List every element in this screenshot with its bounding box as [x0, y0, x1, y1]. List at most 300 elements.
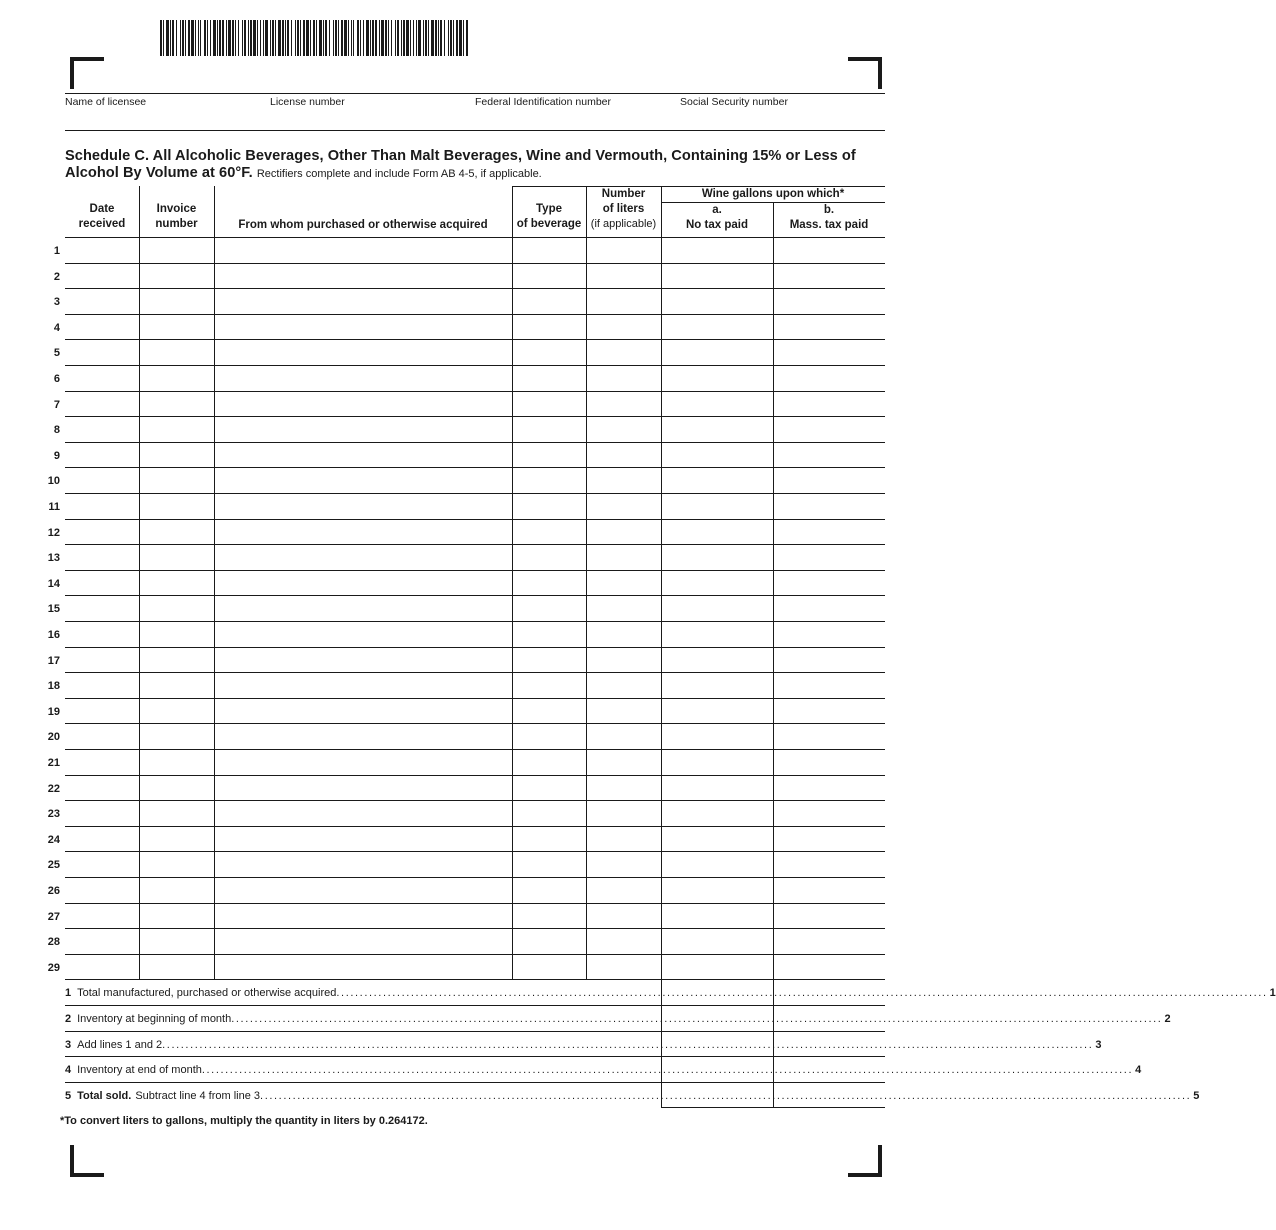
cell-type-row-13[interactable] — [513, 545, 586, 570]
cell-invoice-row-8[interactable] — [140, 417, 214, 442]
cell-type-row-17[interactable] — [513, 648, 586, 673]
cell-type-row-1[interactable] — [513, 238, 586, 263]
cell-type-row-15[interactable] — [513, 596, 586, 621]
cell-mass-tax-row-23[interactable] — [774, 801, 885, 826]
row-number: 8 — [53, 424, 60, 437]
header-bottom-rule — [65, 130, 885, 131]
barcode-bar — [466, 20, 468, 56]
col-header-date-line2: received — [78, 218, 126, 230]
schedule-title-text: Schedule C. All Alcoholic Beverages, Other Than Malt Beverages, Wine and Vermouth, Containing 15% or Less of Alcohol By Volume at 60°F. — [65, 148, 856, 181]
row-number: 13 — [47, 552, 60, 565]
schedule-subtitle: Rectifiers complete and include Form AB 4-5, if applicable. — [256, 168, 542, 180]
cell-liters-row-2[interactable] — [587, 264, 661, 289]
cell-from-row-18[interactable] — [215, 673, 512, 698]
cell-date-row-6[interactable] — [66, 366, 139, 391]
cell-from-row-29[interactable] — [215, 955, 512, 980]
cell-liters-row-22[interactable] — [587, 776, 661, 801]
row-number: 24 — [47, 833, 60, 846]
cell-mass-tax-row-24[interactable] — [774, 827, 885, 852]
schedule-title — [65, 148, 895, 183]
cell-no-tax-row-16[interactable] — [662, 622, 773, 647]
col-header-from: From whom purchased or otherwise acquired — [238, 219, 488, 231]
cell-from-row-26[interactable] — [215, 878, 512, 903]
cell-invoice-row-29[interactable] — [140, 955, 214, 980]
cell-no-tax-row-23[interactable] — [662, 801, 773, 826]
col-header-date — [65, 202, 139, 232]
cell-invoice-row-18[interactable] — [140, 673, 214, 698]
summary-line-number: 2 — [65, 1013, 72, 1025]
cell-liters-row-25[interactable] — [587, 852, 661, 877]
cell-no-tax-row-25[interactable] — [662, 852, 773, 877]
cell-no-tax-row-27[interactable] — [662, 904, 773, 929]
cell-date-row-21[interactable] — [66, 750, 139, 775]
cell-liters-row-29[interactable] — [587, 955, 661, 980]
cell-mass-tax-row-3[interactable] — [774, 289, 885, 314]
cell-invoice-row-28[interactable] — [140, 929, 214, 954]
name-of-licensee-label: Name of licensee — [65, 96, 147, 108]
cell-no-tax-row-18[interactable] — [662, 673, 773, 698]
row-number: 21 — [47, 757, 60, 769]
cell-liters-row-15[interactable] — [587, 596, 661, 621]
cell-mass-tax-row-19[interactable] — [774, 699, 885, 724]
summary-line-3 — [65, 1038, 1102, 1051]
leader-dots: ........................................................................................................................................................................................................ — [162, 1038, 1094, 1051]
cell-no-tax-row-13[interactable] — [662, 545, 773, 570]
cell-date-row-18[interactable] — [66, 673, 139, 698]
cell-date-row-4[interactable] — [66, 315, 139, 340]
col-header-b-line1: b. — [823, 204, 835, 216]
cell-from-row-9[interactable] — [215, 443, 512, 468]
cell-date-row-12[interactable] — [66, 520, 139, 545]
row-number: 28 — [47, 936, 60, 949]
cell-no-tax-row-2[interactable] — [662, 264, 773, 289]
cell-mass-tax-row-28[interactable] — [774, 929, 885, 954]
cell-liters-row-4[interactable] — [587, 315, 661, 340]
row-number: 18 — [47, 680, 60, 693]
summary-line-end-number: 1 — [1269, 987, 1276, 1000]
footnote: *To convert liters to gallons, multiply the quantity in liters by 0.264172. — [60, 1115, 428, 1127]
cell-mass-tax-row-9[interactable] — [774, 443, 885, 468]
cell-type-row-29[interactable] — [513, 955, 586, 980]
cell-invoice-row-5[interactable] — [140, 340, 214, 365]
header-rule-top — [512, 186, 885, 187]
cell-liters-row-10[interactable] — [587, 468, 661, 493]
cell-mass-tax-row-5[interactable] — [774, 340, 885, 365]
cell-date-row-15[interactable] — [66, 596, 139, 621]
cell-liters-row-19[interactable] — [587, 699, 661, 724]
cell-type-row-26[interactable] — [513, 878, 586, 903]
cell-liters-row-12[interactable] — [587, 520, 661, 545]
cell-invoice-row-2[interactable] — [140, 264, 214, 289]
cell-date-row-1[interactable] — [66, 238, 139, 263]
summary-line-label: Total manufactured, purchased or otherwise acquired — [77, 987, 337, 1000]
cell-no-tax-row-12[interactable] — [662, 520, 773, 545]
cell-date-row-19[interactable] — [66, 699, 139, 724]
cell-invoice-row-19[interactable] — [140, 699, 214, 724]
cell-from-row-3[interactable] — [215, 289, 512, 314]
cell-mass-tax-row-4[interactable] — [774, 315, 885, 340]
cell-from-row-19[interactable] — [215, 699, 512, 724]
cell-liters-row-1[interactable] — [587, 238, 661, 263]
col-header-invoice-line1: Invoice — [156, 203, 197, 215]
cell-mass-tax-row-18[interactable] — [774, 673, 885, 698]
row-number: 11 — [48, 501, 60, 513]
summary-cell-no-tax-line-2[interactable] — [662, 1006, 772, 1031]
cell-type-row-27[interactable] — [513, 904, 586, 929]
cell-type-row-19[interactable] — [513, 699, 586, 724]
cell-from-row-17[interactable] — [215, 648, 512, 673]
col-header-liters-line2: of liters — [602, 203, 645, 215]
cell-mass-tax-row-20[interactable] — [774, 724, 885, 749]
cell-from-row-14[interactable] — [215, 571, 512, 596]
cell-date-row-14[interactable] — [66, 571, 139, 596]
col-header-type — [512, 202, 586, 232]
cell-type-row-14[interactable] — [513, 571, 586, 596]
leader-dots: ........................................................................................................................................................................................................ — [260, 1089, 1192, 1102]
cell-type-row-7[interactable] — [513, 392, 586, 417]
row-number: 2 — [53, 270, 60, 283]
cell-liters-row-16[interactable] — [587, 622, 661, 647]
cell-no-tax-row-7[interactable] — [662, 392, 773, 417]
cell-no-tax-row-29[interactable] — [662, 955, 773, 980]
cell-liters-row-11[interactable] — [587, 494, 661, 519]
col-header-b-line2: Mass. tax paid — [789, 219, 869, 231]
cell-from-row-16[interactable] — [215, 622, 512, 647]
cell-mass-tax-row-7[interactable] — [774, 392, 885, 417]
cell-date-row-5[interactable] — [66, 340, 139, 365]
cell-liters-row-21[interactable] — [587, 750, 661, 775]
cell-mass-tax-row-10[interactable] — [774, 468, 885, 493]
cell-no-tax-row-9[interactable] — [662, 443, 773, 468]
cell-invoice-row-7[interactable] — [140, 392, 214, 417]
cell-no-tax-row-15[interactable] — [662, 596, 773, 621]
cell-type-row-21[interactable] — [513, 750, 586, 775]
cell-invoice-row-21[interactable] — [140, 750, 214, 775]
cell-mass-tax-row-27[interactable] — [774, 904, 885, 929]
cell-date-row-29[interactable] — [66, 955, 139, 980]
cell-invoice-row-17[interactable] — [140, 648, 214, 673]
cell-invoice-row-9[interactable] — [140, 443, 214, 468]
cell-liters-row-14[interactable] — [587, 571, 661, 596]
cell-invoice-row-11[interactable] — [140, 494, 214, 519]
cell-from-row-4[interactable] — [215, 315, 512, 340]
summary-row-rule — [661, 1107, 885, 1108]
cell-from-row-5[interactable] — [215, 340, 512, 365]
col-header-a-line2: No tax paid — [686, 219, 748, 231]
summary-cell-no-tax-line-5[interactable] — [662, 1083, 772, 1108]
cell-liters-row-24[interactable] — [587, 827, 661, 852]
cell-from-row-25[interactable] — [215, 852, 512, 877]
row-number: 16 — [47, 629, 60, 641]
summary-line-4 — [65, 1064, 1142, 1077]
row-number: 23 — [47, 808, 60, 821]
summary-cell-mass-tax-line-2[interactable] — [774, 1006, 885, 1031]
cell-liters-row-9[interactable] — [587, 443, 661, 468]
cell-type-row-22[interactable] — [513, 776, 586, 801]
cell-from-row-11[interactable] — [215, 494, 512, 519]
cell-from-row-13[interactable] — [215, 545, 512, 570]
cell-mass-tax-row-22[interactable] — [774, 776, 885, 801]
cell-from-row-15[interactable] — [215, 596, 512, 621]
cell-mass-tax-row-8[interactable] — [774, 417, 885, 442]
cell-from-row-8[interactable] — [215, 417, 512, 442]
cell-date-row-2[interactable] — [66, 264, 139, 289]
cell-mass-tax-row-6[interactable] — [774, 366, 885, 391]
row-number: 5 — [53, 347, 60, 360]
summary-cell-no-tax-line-4[interactable] — [662, 1057, 772, 1082]
cell-no-tax-row-3[interactable] — [662, 289, 773, 314]
barcode — [160, 20, 470, 56]
cell-liters-row-27[interactable] — [587, 904, 661, 929]
cell-from-row-22[interactable] — [215, 776, 512, 801]
cell-type-row-3[interactable] — [513, 289, 586, 314]
summary-cell-mass-tax-line-3[interactable] — [774, 1032, 885, 1057]
col-header-wine-gallons: Wine gallons upon which* — [701, 188, 845, 200]
col-header-invoice — [139, 202, 214, 232]
cell-invoice-row-10[interactable] — [140, 468, 214, 493]
row-number: 27 — [47, 910, 60, 923]
corner-mark-top-right — [848, 57, 882, 89]
row-number: 20 — [47, 731, 60, 744]
cell-type-row-23[interactable] — [513, 801, 586, 826]
cell-date-row-10[interactable] — [66, 468, 139, 493]
cell-mass-tax-row-29[interactable] — [774, 955, 885, 980]
cell-no-tax-row-4[interactable] — [662, 315, 773, 340]
cell-type-row-10[interactable] — [513, 468, 586, 493]
cell-no-tax-row-17[interactable] — [662, 648, 773, 673]
ssn-label: Social Security number — [680, 96, 788, 108]
cell-from-row-20[interactable] — [215, 724, 512, 749]
summary-line-label: Subtract line 4 from line 3 — [135, 1089, 261, 1102]
cell-from-row-23[interactable] — [215, 801, 512, 826]
cell-mass-tax-row-17[interactable] — [774, 648, 885, 673]
cell-date-row-17[interactable] — [66, 648, 139, 673]
cell-type-row-20[interactable] — [513, 724, 586, 749]
cell-liters-row-26[interactable] — [587, 878, 661, 903]
row-number: 29 — [47, 961, 60, 974]
cell-invoice-row-4[interactable] — [140, 315, 214, 340]
cell-invoice-row-26[interactable] — [140, 878, 214, 903]
corner-mark-bottom-right — [848, 1145, 882, 1177]
cell-liters-row-17[interactable] — [587, 648, 661, 673]
row-number: 10 — [47, 475, 60, 488]
cell-no-tax-row-5[interactable] — [662, 340, 773, 365]
row-number: 15 — [47, 603, 60, 616]
cell-date-row-8[interactable] — [66, 417, 139, 442]
summary-line-1 — [65, 987, 1276, 1000]
cell-date-row-27[interactable] — [66, 904, 139, 929]
summary-line-end-number: 5 — [1193, 1089, 1200, 1102]
summary-cell-mass-tax-line-4[interactable] — [774, 1057, 885, 1082]
row-number: 3 — [53, 296, 60, 309]
cell-date-row-28[interactable] — [66, 929, 139, 954]
cell-date-row-25[interactable] — [66, 852, 139, 877]
cell-type-row-25[interactable] — [513, 852, 586, 877]
cell-invoice-row-27[interactable] — [140, 904, 214, 929]
cell-date-row-7[interactable] — [66, 392, 139, 417]
row-number: 12 — [47, 526, 60, 539]
cell-liters-row-28[interactable] — [587, 929, 661, 954]
cell-invoice-row-1[interactable] — [140, 238, 214, 263]
cell-from-row-7[interactable] — [215, 392, 512, 417]
cell-no-tax-row-6[interactable] — [662, 366, 773, 391]
cell-liters-row-3[interactable] — [587, 289, 661, 314]
row-number: 17 — [47, 654, 60, 667]
cell-invoice-row-13[interactable] — [140, 545, 214, 570]
cell-invoice-row-14[interactable] — [140, 571, 214, 596]
summary-line-bold-label: Total sold. — [77, 1089, 132, 1102]
col-header-liters-line1: Number — [601, 188, 646, 200]
cell-no-tax-row-20[interactable] — [662, 724, 773, 749]
cell-type-row-2[interactable] — [513, 264, 586, 289]
cell-invoice-row-3[interactable] — [140, 289, 214, 314]
cell-liters-row-20[interactable] — [587, 724, 661, 749]
cell-mass-tax-row-13[interactable] — [774, 545, 885, 570]
cell-type-row-8[interactable] — [513, 417, 586, 442]
cell-mass-tax-row-16[interactable] — [774, 622, 885, 647]
summary-cell-mass-tax-line-1[interactable] — [774, 980, 885, 1005]
row-number: 26 — [47, 885, 60, 897]
cell-mass-tax-row-15[interactable] — [774, 596, 885, 621]
summary-line-number: 3 — [65, 1038, 72, 1051]
cell-mass-tax-row-25[interactable] — [774, 852, 885, 877]
cell-invoice-row-20[interactable] — [140, 724, 214, 749]
summary-line-5 — [65, 1089, 1200, 1102]
cell-invoice-row-15[interactable] — [140, 596, 214, 621]
row-number: 1 — [53, 245, 60, 257]
cell-liters-row-7[interactable] — [587, 392, 661, 417]
cell-from-row-24[interactable] — [215, 827, 512, 852]
federal-id-label: Federal Identification number — [475, 96, 611, 108]
cell-mass-tax-row-11[interactable] — [774, 494, 885, 519]
cell-invoice-row-22[interactable] — [140, 776, 214, 801]
cell-type-row-16[interactable] — [513, 622, 586, 647]
cell-invoice-row-16[interactable] — [140, 622, 214, 647]
row-number: 25 — [47, 859, 60, 872]
col-header-type-line2: of beverage — [516, 218, 582, 230]
summary-cell-no-tax-line-1[interactable] — [662, 980, 772, 1005]
cell-liters-row-23[interactable] — [587, 801, 661, 826]
cell-from-row-27[interactable] — [215, 904, 512, 929]
row-number: 4 — [53, 321, 60, 334]
col-header-liters — [586, 187, 661, 232]
cell-invoice-row-24[interactable] — [140, 827, 214, 852]
cell-mass-tax-row-21[interactable] — [774, 750, 885, 775]
cell-type-row-18[interactable] — [513, 673, 586, 698]
cell-from-row-6[interactable] — [215, 366, 512, 391]
cell-mass-tax-row-26[interactable] — [774, 878, 885, 903]
cell-mass-tax-row-1[interactable] — [774, 238, 885, 263]
cell-no-tax-row-28[interactable] — [662, 929, 773, 954]
cell-date-row-3[interactable] — [66, 289, 139, 314]
cell-mass-tax-row-12[interactable] — [774, 520, 885, 545]
summary-line-number: 5 — [65, 1089, 72, 1102]
cell-date-row-16[interactable] — [66, 622, 139, 647]
cell-no-tax-row-26[interactable] — [662, 878, 773, 903]
cell-mass-tax-row-14[interactable] — [774, 571, 885, 596]
row-number: 19 — [47, 705, 60, 718]
header-top-rule — [65, 93, 885, 94]
col-header-a — [661, 203, 773, 233]
cell-no-tax-row-10[interactable] — [662, 468, 773, 493]
summary-line-number: 4 — [65, 1064, 72, 1077]
cell-from-row-1[interactable] — [215, 238, 512, 263]
leader-dots: ........................................................................................................................................................................................................ — [231, 1013, 1163, 1025]
cell-invoice-row-23[interactable] — [140, 801, 214, 826]
summary-line-2 — [65, 1013, 1171, 1025]
cell-liters-row-6[interactable] — [587, 366, 661, 391]
summary-line-label: Inventory at end of month — [77, 1064, 202, 1077]
cell-date-row-26[interactable] — [66, 878, 139, 903]
license-number-label: License number — [270, 96, 345, 108]
cell-invoice-row-12[interactable] — [140, 520, 214, 545]
cell-date-row-23[interactable] — [66, 801, 139, 826]
corner-mark-bottom-left — [70, 1145, 104, 1177]
cell-no-tax-row-22[interactable] — [662, 776, 773, 801]
cell-type-row-4[interactable] — [513, 315, 586, 340]
cell-liters-row-5[interactable] — [587, 340, 661, 365]
cell-from-row-12[interactable] — [215, 520, 512, 545]
cell-date-row-13[interactable] — [66, 545, 139, 570]
cell-invoice-row-6[interactable] — [140, 366, 214, 391]
cell-type-row-28[interactable] — [513, 929, 586, 954]
cell-type-row-5[interactable] — [513, 340, 586, 365]
cell-liters-row-13[interactable] — [587, 545, 661, 570]
summary-line-label: Inventory at beginning of month — [77, 1013, 232, 1025]
cell-type-row-9[interactable] — [513, 443, 586, 468]
col-header-date-line1: Date — [89, 203, 115, 215]
corner-mark-top-left — [70, 57, 104, 89]
leader-dots: ........................................................................................................................................................................................................ — [201, 1064, 1134, 1077]
cell-type-row-24[interactable] — [513, 827, 586, 852]
summary-cell-no-tax-line-3[interactable] — [662, 1032, 772, 1057]
leader-dots: ........................................................................................................................................................................................................ — [336, 987, 1268, 1000]
row-number: 14 — [47, 577, 60, 590]
cell-date-row-20[interactable] — [66, 724, 139, 749]
summary-line-end-number: 2 — [1164, 1013, 1171, 1025]
row-number: 9 — [53, 449, 60, 462]
cell-type-row-6[interactable] — [513, 366, 586, 391]
cell-date-row-24[interactable] — [66, 827, 139, 852]
cell-liters-row-8[interactable] — [587, 417, 661, 442]
cell-no-tax-row-24[interactable] — [662, 827, 773, 852]
cell-no-tax-row-1[interactable] — [662, 238, 773, 263]
cell-date-row-9[interactable] — [66, 443, 139, 468]
cell-from-row-2[interactable] — [215, 264, 512, 289]
cell-no-tax-row-21[interactable] — [662, 750, 773, 775]
cell-type-row-11[interactable] — [513, 494, 586, 519]
row-number: 22 — [47, 782, 60, 795]
cell-type-row-12[interactable] — [513, 520, 586, 545]
row-number: 7 — [53, 398, 60, 411]
cell-liters-row-18[interactable] — [587, 673, 661, 698]
cell-no-tax-row-14[interactable] — [662, 571, 773, 596]
cell-mass-tax-row-2[interactable] — [774, 264, 885, 289]
cell-date-row-22[interactable] — [66, 776, 139, 801]
cell-date-row-11[interactable] — [66, 494, 139, 519]
summary-line-end-number: 4 — [1135, 1064, 1142, 1077]
col-header-invoice-line2: number — [155, 218, 198, 230]
cell-no-tax-row-11[interactable] — [662, 494, 773, 519]
summary-cell-mass-tax-line-5[interactable] — [774, 1083, 885, 1108]
cell-invoice-row-25[interactable] — [140, 852, 214, 877]
cell-from-row-10[interactable] — [215, 468, 512, 493]
cell-from-row-28[interactable] — [215, 929, 512, 954]
cell-no-tax-row-19[interactable] — [662, 699, 773, 724]
cell-no-tax-row-8[interactable] — [662, 417, 773, 442]
cell-from-row-21[interactable] — [215, 750, 512, 775]
col-header-type-line1: Type — [536, 203, 562, 215]
